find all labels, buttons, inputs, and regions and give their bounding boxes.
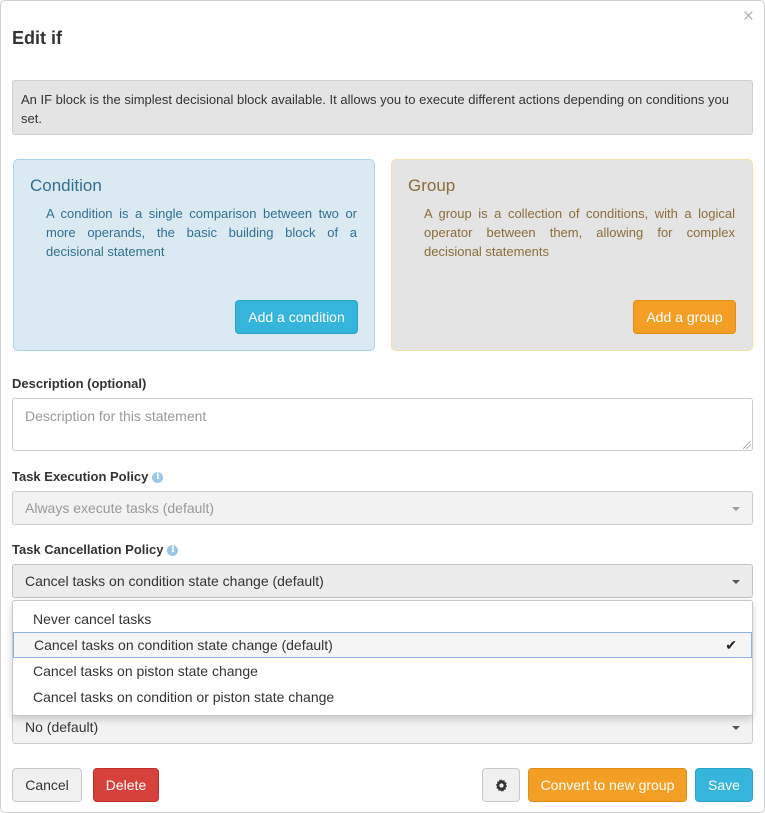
info-icon[interactable]: i xyxy=(152,472,163,483)
option-label: Cancel tasks on condition state change (default) xyxy=(34,637,333,653)
group-heading: Group xyxy=(408,176,456,195)
group-panel xyxy=(391,159,753,351)
condition-description: A condition is a single comparison between two or more operands, the basic building block of a decisional statement xyxy=(46,206,357,259)
description-placeholder: Description for this statement xyxy=(25,408,207,424)
dropdown-option-selected[interactable] xyxy=(13,632,752,658)
cancellation-policy-label xyxy=(12,542,178,557)
chevron-down-icon xyxy=(732,726,740,730)
add-condition-button[interactable]: Add a condition xyxy=(235,300,358,334)
add-group-button[interactable]: Add a group xyxy=(633,300,736,334)
option-label: Never cancel tasks xyxy=(33,611,152,627)
condition-panel xyxy=(13,159,375,351)
info-icon[interactable]: i xyxy=(167,545,178,556)
condition-select-value: No (default) xyxy=(25,719,99,735)
chevron-down-icon xyxy=(732,580,740,584)
execution-policy-label-text: Task Execution Policy xyxy=(12,469,149,484)
condition-heading: Condition xyxy=(30,176,102,195)
cancellation-policy-value: Cancel tasks on condition state change (default) xyxy=(25,573,324,589)
cancellation-policy-label-text: Task Cancellation Policy xyxy=(12,542,164,557)
execution-policy-select xyxy=(12,491,753,525)
execution-policy-value: Always execute tasks (default) xyxy=(25,500,215,516)
delete-button[interactable]: Delete xyxy=(93,768,159,802)
check-icon: ✔ xyxy=(725,637,737,653)
resize-handle[interactable] xyxy=(743,441,751,449)
option-label: Cancel tasks on condition or piston state change xyxy=(33,689,335,705)
cancellation-policy-select[interactable] xyxy=(12,564,753,598)
dropdown-option[interactable] xyxy=(13,658,752,684)
description-textarea[interactable] xyxy=(12,398,753,451)
group-description: A group is a collection of conditions, with a logical operator between them, allowing for complex decisional statements xyxy=(424,206,735,259)
cancel-button[interactable]: Cancel xyxy=(12,768,82,802)
description-label: Description (optional) xyxy=(12,376,147,391)
execution-policy-label xyxy=(12,469,163,484)
settings-button[interactable] xyxy=(482,768,520,802)
dropdown-option[interactable] xyxy=(13,684,752,710)
convert-to-group-button[interactable]: Convert to new group xyxy=(528,768,687,802)
option-label: Cancel tasks on piston state change xyxy=(33,663,258,679)
chevron-down-icon xyxy=(732,507,740,511)
info-box: An IF block is the simplest decisional block available. It allows you to execute different actions depending on conditions you set. xyxy=(12,80,753,135)
gear-icon xyxy=(495,779,508,792)
dialog-title: Edit if xyxy=(12,28,62,48)
close-icon[interactable]: × xyxy=(742,6,754,27)
save-button[interactable]: Save xyxy=(695,768,753,802)
cancellation-policy-dropdown xyxy=(12,600,753,716)
dropdown-option[interactable] xyxy=(13,606,752,632)
